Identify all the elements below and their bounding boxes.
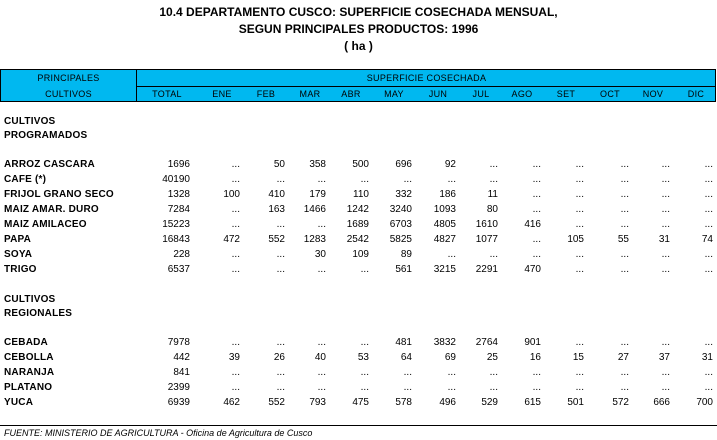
table-units: ( ha ) bbox=[344, 39, 373, 53]
value-cell-may: 561 bbox=[395, 264, 412, 275]
source-note: FUENTE: MINISTERIO DE AGRICULTURA - Oficina de Agricultura de Cusco bbox=[4, 428, 313, 438]
value-cell-feb: ... bbox=[276, 337, 285, 348]
value-cell-mar: 40 bbox=[314, 352, 326, 363]
value-cell-feb: ... bbox=[276, 367, 285, 378]
value-cell-jul: ... bbox=[489, 159, 498, 170]
value-cell-abr: 475 bbox=[352, 397, 369, 408]
table-title-line-1: 10.4 DEPARTAMENTO CUSCO: SUPERFICIE COSECHADA MENSUAL, bbox=[159, 5, 558, 19]
value-cell-dic: ... bbox=[704, 189, 713, 200]
value-cell-jun: 69 bbox=[444, 352, 456, 363]
value-cell-ago: ... bbox=[532, 382, 541, 393]
crop-label: CAFE (*) bbox=[4, 174, 47, 185]
value-cell-nov: 666 bbox=[653, 397, 670, 408]
value-cell-ago: 16 bbox=[529, 352, 541, 363]
value-cell-jul: 25 bbox=[486, 352, 498, 363]
value-cell-set: ... bbox=[575, 219, 584, 230]
value-cell-may: ... bbox=[403, 174, 412, 185]
value-cell-ene: 462 bbox=[223, 397, 240, 408]
value-cell-may: ... bbox=[403, 367, 412, 378]
value-cell-ene: ... bbox=[231, 174, 240, 185]
crop-label: MAIZ AMILACEO bbox=[4, 219, 87, 230]
value-cell-oct: ... bbox=[620, 189, 629, 200]
value-cell-mar: 358 bbox=[309, 159, 326, 170]
value-cell-nov: ... bbox=[661, 189, 670, 200]
column-header-jun: JUN bbox=[428, 89, 448, 99]
value-cell-jul: 80 bbox=[486, 204, 498, 215]
value-cell-jul: 2764 bbox=[475, 337, 498, 348]
value-cell-feb: ... bbox=[276, 174, 285, 185]
value-cell-oct: 572 bbox=[612, 397, 629, 408]
header-superficie-cosechada: SUPERFICIE COSECHADA bbox=[366, 73, 487, 83]
value-cell-jun: 4805 bbox=[433, 219, 456, 230]
value-cell-ene: 39 bbox=[228, 352, 240, 363]
column-header-oct: OCT bbox=[600, 89, 620, 99]
value-cell-may: 481 bbox=[395, 337, 412, 348]
value-cell-total: 1696 bbox=[167, 159, 190, 170]
value-cell-set: ... bbox=[575, 264, 584, 275]
value-cell-total: 228 bbox=[173, 249, 190, 260]
value-cell-nov: 37 bbox=[658, 352, 670, 363]
value-cell-feb: ... bbox=[276, 264, 285, 275]
value-cell-abr: ... bbox=[360, 174, 369, 185]
value-cell-oct: 27 bbox=[617, 352, 629, 363]
value-cell-set: 105 bbox=[567, 234, 584, 245]
value-cell-may: 3240 bbox=[389, 204, 412, 215]
value-cell-ago: 615 bbox=[524, 397, 541, 408]
value-cell-abr: 2542 bbox=[346, 234, 369, 245]
section-heading: CULTIVOS bbox=[4, 116, 56, 127]
column-header-dic: DIC bbox=[687, 89, 705, 99]
value-cell-ene: ... bbox=[231, 204, 240, 215]
column-header-set: SET bbox=[556, 89, 576, 99]
value-cell-jul: 529 bbox=[481, 397, 498, 408]
value-cell-ago: 416 bbox=[524, 219, 541, 230]
footer-divider bbox=[0, 425, 717, 426]
column-header-ene: ENE bbox=[212, 89, 232, 99]
crop-label: NARANJA bbox=[4, 367, 55, 378]
value-cell-nov: ... bbox=[661, 219, 670, 230]
table-title-line-2: SEGUN PRINCIPALES PRODUCTOS: 1996 bbox=[238, 22, 479, 36]
value-cell-jun: ... bbox=[447, 382, 456, 393]
value-cell-jun: 3832 bbox=[433, 337, 456, 348]
crop-label: YUCA bbox=[4, 397, 34, 408]
value-cell-jul: ... bbox=[489, 174, 498, 185]
value-cell-jun: ... bbox=[447, 249, 456, 260]
value-cell-ene: ... bbox=[231, 219, 240, 230]
value-cell-set: ... bbox=[575, 249, 584, 260]
column-header-nov: NOV bbox=[642, 89, 664, 99]
value-cell-mar: 1283 bbox=[303, 234, 326, 245]
value-cell-dic: 31 bbox=[701, 352, 713, 363]
value-cell-abr: 110 bbox=[353, 189, 369, 200]
value-cell-feb: ... bbox=[276, 219, 285, 230]
value-cell-dic: ... bbox=[704, 382, 713, 393]
header-principales: PRINCIPALES bbox=[37, 73, 100, 83]
value-cell-abr: 500 bbox=[352, 159, 369, 170]
value-cell-total: 15223 bbox=[162, 219, 190, 230]
crop-label: PAPA bbox=[4, 234, 32, 245]
value-cell-abr: ... bbox=[360, 264, 369, 275]
header-cultivos: CULTIVOS bbox=[45, 89, 92, 99]
crop-label: SOYA bbox=[4, 249, 33, 260]
value-cell-jun: 186 bbox=[439, 189, 456, 200]
value-cell-set: ... bbox=[575, 159, 584, 170]
value-cell-ago: ... bbox=[532, 367, 541, 378]
value-cell-may: 64 bbox=[400, 352, 412, 363]
value-cell-jun: 1093 bbox=[433, 204, 456, 215]
value-cell-dic: 700 bbox=[696, 397, 713, 408]
value-cell-set: ... bbox=[575, 189, 584, 200]
value-cell-set: ... bbox=[575, 204, 584, 215]
value-cell-set: 501 bbox=[567, 397, 584, 408]
value-cell-mar: 30 bbox=[314, 249, 326, 260]
column-header-jul: JUL bbox=[472, 89, 490, 99]
column-header-abr: ABR bbox=[341, 89, 361, 99]
value-cell-total: 442 bbox=[173, 352, 190, 363]
value-cell-ene: ... bbox=[231, 382, 240, 393]
value-cell-dic: ... bbox=[704, 264, 713, 275]
value-cell-total: 841 bbox=[173, 367, 190, 378]
value-cell-jul: 11 bbox=[487, 189, 498, 200]
crop-label: CEBADA bbox=[4, 337, 48, 348]
value-cell-feb: 410 bbox=[268, 189, 285, 200]
value-cell-ene: 100 bbox=[223, 189, 240, 200]
value-cell-nov: 31 bbox=[658, 234, 670, 245]
value-cell-oct: ... bbox=[620, 204, 629, 215]
crop-label: ARROZ CASCARA bbox=[4, 159, 95, 170]
value-cell-nov: ... bbox=[661, 367, 670, 378]
value-cell-nov: ... bbox=[661, 174, 670, 185]
value-cell-jul: 1610 bbox=[475, 219, 498, 230]
value-cell-mar: 793 bbox=[309, 397, 326, 408]
crop-label: CEBOLLA bbox=[4, 352, 54, 363]
crop-label: PLATANO bbox=[4, 382, 53, 393]
value-cell-ago: 470 bbox=[524, 264, 541, 275]
value-cell-dic: 74 bbox=[701, 234, 713, 245]
value-cell-ene: ... bbox=[231, 249, 240, 260]
value-cell-nov: ... bbox=[661, 159, 670, 170]
value-cell-may: 6703 bbox=[389, 219, 412, 230]
column-header-feb: FEB bbox=[256, 89, 276, 99]
value-cell-abr: 1689 bbox=[346, 219, 369, 230]
value-cell-mar: ... bbox=[317, 219, 326, 230]
value-cell-set: ... bbox=[575, 174, 584, 185]
crop-label: FRIJOL GRANO SECO bbox=[4, 189, 114, 200]
value-cell-dic: ... bbox=[704, 337, 713, 348]
value-cell-jul: 1077 bbox=[475, 234, 498, 245]
value-cell-ene: 472 bbox=[223, 234, 240, 245]
value-cell-feb: ... bbox=[276, 382, 285, 393]
value-cell-ene: ... bbox=[231, 159, 240, 170]
value-cell-jun: ... bbox=[447, 367, 456, 378]
value-cell-total: 40190 bbox=[162, 174, 190, 185]
value-cell-mar: ... bbox=[317, 174, 326, 185]
value-cell-abr: ... bbox=[360, 382, 369, 393]
value-cell-oct: ... bbox=[620, 249, 629, 260]
value-cell-ago: 901 bbox=[524, 337, 541, 348]
value-cell-abr: 1242 bbox=[346, 204, 369, 215]
value-cell-total: 7284 bbox=[167, 204, 190, 215]
value-cell-dic: ... bbox=[704, 249, 713, 260]
value-cell-feb: 50 bbox=[273, 159, 285, 170]
value-cell-may: 332 bbox=[395, 189, 412, 200]
value-cell-total: 16843 bbox=[162, 234, 190, 245]
value-cell-total: 6537 bbox=[167, 264, 190, 275]
value-cell-jun: ... bbox=[447, 174, 456, 185]
value-cell-feb: ... bbox=[276, 249, 285, 260]
value-cell-oct: ... bbox=[620, 382, 629, 393]
value-cell-may: ... bbox=[403, 382, 412, 393]
value-cell-ago: ... bbox=[532, 204, 541, 215]
value-cell-oct: ... bbox=[620, 367, 629, 378]
value-cell-mar: 1466 bbox=[303, 204, 326, 215]
value-cell-dic: ... bbox=[704, 219, 713, 230]
value-cell-feb: 552 bbox=[268, 397, 285, 408]
value-cell-abr: 109 bbox=[352, 249, 369, 260]
value-cell-ago: ... bbox=[532, 234, 541, 245]
table-header bbox=[0, 69, 716, 102]
value-cell-jun: 496 bbox=[439, 397, 456, 408]
column-header-mar: MAR bbox=[299, 89, 321, 99]
column-header-total: TOTAL bbox=[152, 89, 182, 99]
value-cell-set: 15 bbox=[572, 352, 584, 363]
value-cell-mar: ... bbox=[317, 264, 326, 275]
value-cell-mar: ... bbox=[317, 337, 326, 348]
crop-label: MAIZ AMAR. DURO bbox=[4, 204, 99, 215]
value-cell-total: 2399 bbox=[167, 382, 190, 393]
value-cell-may: 5825 bbox=[389, 234, 412, 245]
value-cell-jul: ... bbox=[489, 249, 498, 260]
value-cell-may: 696 bbox=[395, 159, 412, 170]
value-cell-ene: ... bbox=[231, 264, 240, 275]
value-cell-jul: 2291 bbox=[475, 264, 498, 275]
value-cell-ene: ... bbox=[231, 367, 240, 378]
value-cell-ago: ... bbox=[532, 159, 541, 170]
value-cell-mar: ... bbox=[317, 382, 326, 393]
value-cell-set: ... bbox=[575, 367, 584, 378]
value-cell-set: ... bbox=[575, 337, 584, 348]
value-cell-nov: ... bbox=[661, 382, 670, 393]
value-cell-total: 1328 bbox=[167, 189, 190, 200]
value-cell-oct: 55 bbox=[617, 234, 629, 245]
value-cell-ago: ... bbox=[532, 174, 541, 185]
value-cell-oct: ... bbox=[620, 174, 629, 185]
value-cell-mar: ... bbox=[317, 367, 326, 378]
value-cell-abr: ... bbox=[360, 367, 369, 378]
value-cell-oct: ... bbox=[620, 159, 629, 170]
column-header-ago: AGO bbox=[511, 89, 533, 99]
value-cell-jun: 92 bbox=[444, 159, 456, 170]
section-heading: PROGRAMADOS bbox=[4, 130, 88, 141]
column-header-may: MAY bbox=[384, 89, 404, 99]
value-cell-dic: ... bbox=[704, 367, 713, 378]
value-cell-total: 6939 bbox=[167, 397, 190, 408]
value-cell-abr: ... bbox=[360, 337, 369, 348]
header-divider-horizontal bbox=[136, 86, 716, 87]
section-heading: CULTIVOS bbox=[4, 294, 56, 305]
value-cell-jul: ... bbox=[489, 367, 498, 378]
value-cell-oct: ... bbox=[620, 219, 629, 230]
value-cell-oct: ... bbox=[620, 337, 629, 348]
value-cell-feb: 163 bbox=[268, 204, 285, 215]
value-cell-jul: ... bbox=[489, 382, 498, 393]
value-cell-mar: 179 bbox=[309, 189, 326, 200]
value-cell-total: 7978 bbox=[167, 337, 190, 348]
value-cell-jun: 3215 bbox=[433, 264, 456, 275]
value-cell-dic: ... bbox=[704, 159, 713, 170]
value-cell-feb: 552 bbox=[268, 234, 285, 245]
value-cell-nov: ... bbox=[661, 249, 670, 260]
value-cell-may: 89 bbox=[400, 249, 412, 260]
value-cell-jun: 4827 bbox=[433, 234, 456, 245]
value-cell-nov: ... bbox=[661, 264, 670, 275]
value-cell-abr: 53 bbox=[357, 352, 369, 363]
value-cell-set: ... bbox=[575, 382, 584, 393]
value-cell-feb: 26 bbox=[273, 352, 285, 363]
value-cell-dic: ... bbox=[704, 174, 713, 185]
value-cell-ago: ... bbox=[532, 189, 541, 200]
section-heading: REGIONALES bbox=[4, 308, 73, 319]
crop-label: TRIGO bbox=[4, 264, 37, 275]
value-cell-oct: ... bbox=[620, 264, 629, 275]
value-cell-ene: ... bbox=[231, 337, 240, 348]
value-cell-nov: ... bbox=[661, 204, 670, 215]
value-cell-ago: ... bbox=[532, 249, 541, 260]
value-cell-dic: ... bbox=[704, 204, 713, 215]
value-cell-may: 578 bbox=[395, 397, 412, 408]
value-cell-nov: ... bbox=[661, 337, 670, 348]
